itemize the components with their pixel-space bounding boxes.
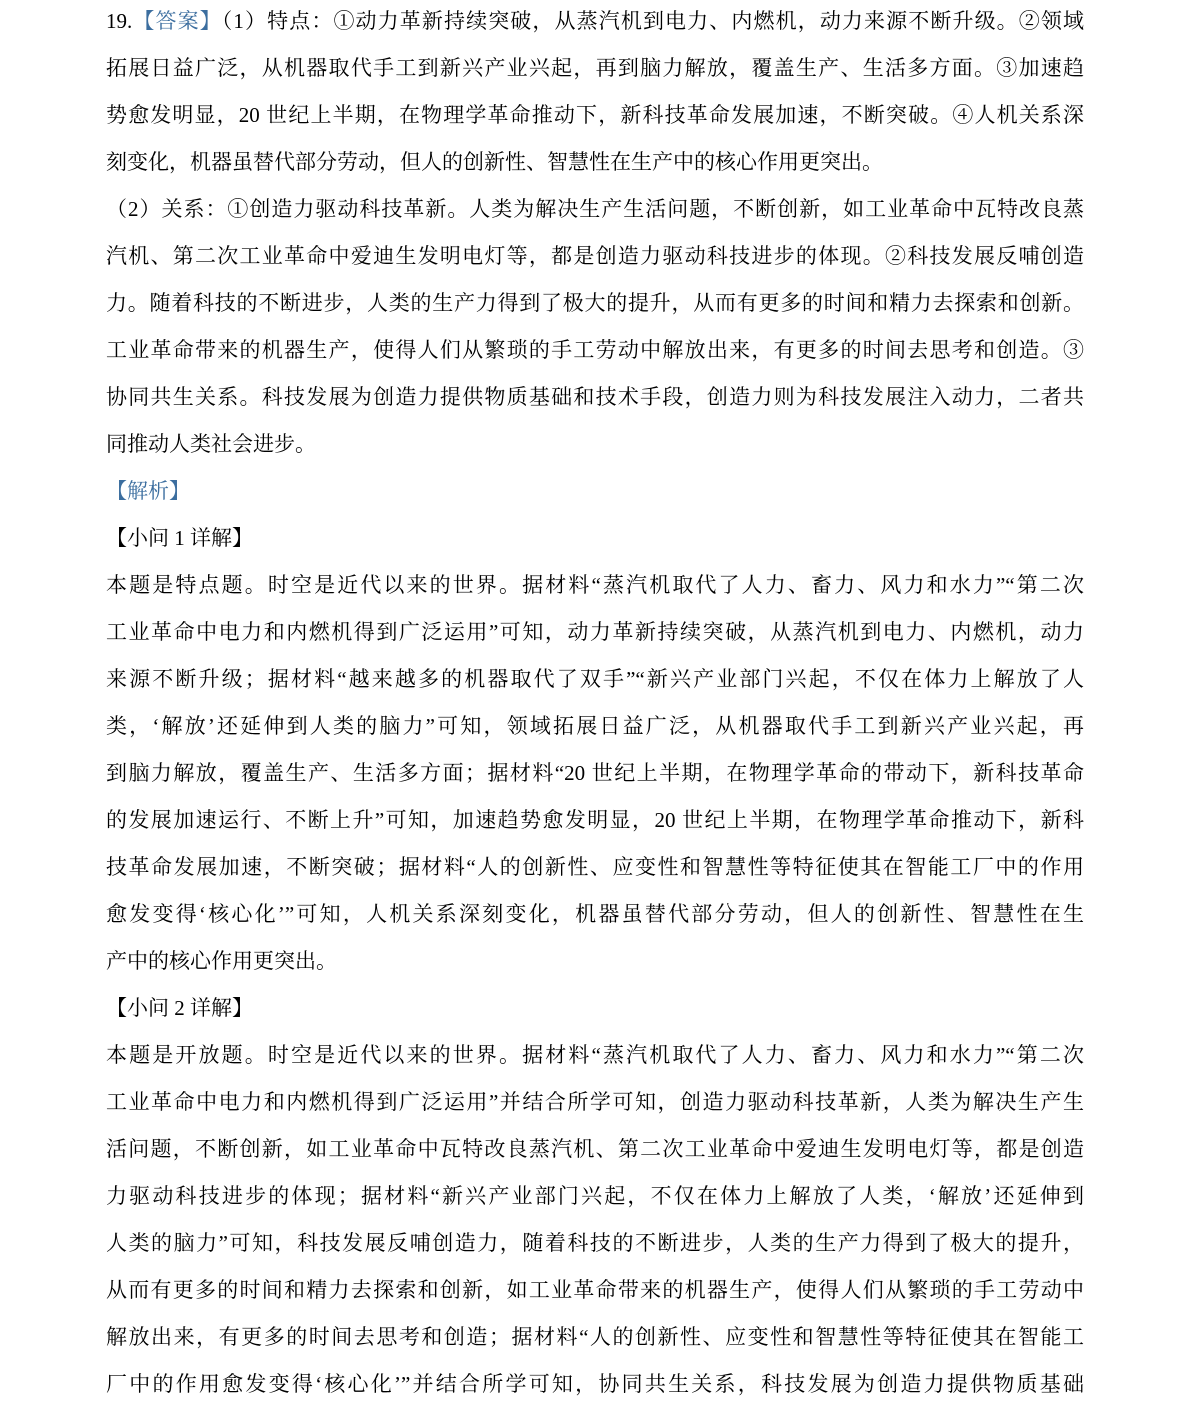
text-line <box>106 327 1084 374</box>
sub-question-1-label: 【小问 1 详解】 <box>106 526 253 550</box>
text-segment: 产中的核心作用更突出。 <box>106 949 337 973</box>
text-line <box>106 1126 1084 1173</box>
text-line <box>106 797 1084 844</box>
text-line <box>106 1032 1084 1079</box>
text-line <box>106 280 1084 327</box>
answer-label: 【答案】 <box>132 9 222 33</box>
text-line <box>106 985 1084 1032</box>
text-segment: 本题是特点题。时空是近代以来的世界。据材料“蒸汽机取代了人力、畜力、风力和水力”“第二次 <box>106 573 1084 597</box>
text-line <box>106 1173 1084 1220</box>
text-line <box>106 0 1084 45</box>
text-segment: 拓展日益广泛，从机器取代手工到新兴产业兴起，再到脑力解放，覆盖生产、生活多方面。③加速趋 <box>106 56 1084 80</box>
text-segment: 本题是开放题。时空是近代以来的世界。据材料“蒸汽机取代了人力、畜力、风力和水力”“第二次 <box>106 1043 1084 1067</box>
sub-question-2-label: 【小问 2 详解】 <box>106 996 253 1020</box>
text-line <box>106 92 1084 139</box>
text-segment: 工业革命中电力和内燃机得到广泛运用”并结合所学可知，创造力驱动科技革新，人类为解决生产生 <box>106 1090 1084 1114</box>
text-segment: 刻变化，机器虽替代部分劳动，但人的创新性、智慧性在生产中的核心作用更突出。 <box>106 150 883 174</box>
text-line <box>106 186 1084 233</box>
text-segment: 势愈发明显，20 世纪上半期，在物理学革命推动下，新科技革命发展加速，不断突破。④人机关系深 <box>106 103 1084 127</box>
text-line <box>106 844 1084 891</box>
text-segment: 活问题，不断创新，如工业革命中瓦特改良蒸汽机、第二次工业革命中爱迪生发明电灯等，都是创造 <box>106 1137 1084 1161</box>
text-line <box>106 374 1084 421</box>
question-number: 19. <box>106 9 133 33</box>
text-line <box>106 1079 1084 1126</box>
document-body <box>106 0 1084 1408</box>
text-segment: （2）关系：①创造力驱动科技革新。人类为解决生产生活问题，不断创新，如工业革命中瓦特改良蒸 <box>106 197 1084 221</box>
text-line <box>106 703 1084 750</box>
text-line <box>106 233 1084 280</box>
text-line <box>106 421 1084 468</box>
text-segment: 技革命发展加速，不断突破；据材料“人的创新性、应变性和智慧性等特征使其在智能工厂中的作用 <box>106 855 1084 879</box>
text-line <box>106 609 1084 656</box>
text-segment: 到脑力解放，覆盖生产、生活多方面；据材料“20 世纪上半期，在物理学革命的带动下，新科技革命 <box>106 761 1084 785</box>
text-line <box>106 468 1084 515</box>
text-line <box>106 656 1084 703</box>
text-segment: 力驱动科技进步的体现；据材料“新兴产业部门兴起，不仅在体力上解放了人类，‘解放’还延伸到 <box>106 1184 1084 1208</box>
text-line <box>106 750 1084 797</box>
text-segment: 从而有更多的时间和精力去探索和创新，如工业革命带来的机器生产，使得人们从繁琐的手工劳动中 <box>106 1278 1084 1302</box>
text-segment: 解放出来，有更多的时间去思考和创造；据材料“人的创新性、应变性和智慧性等特征使其在智能工 <box>106 1325 1084 1349</box>
text-line <box>106 45 1084 92</box>
text-segment: 工业革命中电力和内燃机得到广泛运用”可知，动力革新持续突破，从蒸汽机到电力、内燃机，动力 <box>106 620 1084 644</box>
text-line <box>106 139 1084 186</box>
text-line <box>106 1267 1084 1314</box>
analysis-label: 【解析】 <box>106 479 190 503</box>
text-line <box>106 1314 1084 1361</box>
text-line <box>106 1220 1084 1267</box>
text-segment: 汽机、第二次工业革命中爱迪生发明电灯等，都是创造力驱动科技进步的体现。②科技发展反哺创造 <box>106 244 1084 268</box>
text-segment: 力。随着科技的不断进步，人类的生产力得到了极大的提升，从而有更多的时间和精力去探索和创新。 <box>106 291 1084 315</box>
text-segment: 愈发变得‘核心化’”可知，人机关系深刻变化，机器虽替代部分劳动，但人的创新性、智慧性在生 <box>106 902 1084 926</box>
text-segment: 人类的脑力”可知，科技发展反哺创造力，随着科技的不断进步，人类的生产力得到了极大的提升， <box>106 1231 1084 1255</box>
text-line <box>106 515 1084 562</box>
text-segment: 同推动人类社会进步。 <box>106 432 316 456</box>
text-segment: 类，‘解放’还延伸到人类的脑力”可知，领域拓展日益广泛，从机器取代手工到新兴产业兴起，再 <box>106 714 1084 738</box>
text-line <box>106 938 1084 985</box>
text-segment: 的发展加速运行、不断上升”可知，加速趋势愈发明显，20 世纪上半期，在物理学革命推动下，新科 <box>106 808 1084 832</box>
text-line <box>106 891 1084 938</box>
text-segment: 协同共生关系。科技发展为创造力提供物质基础和技术手段，创造力则为科技发展注入动力，二者共 <box>106 385 1084 409</box>
text-segment: 来源不断升级；据材料“越来越多的机器取代了双手”“新兴产业部门兴起，不仅在体力上解放了人 <box>106 667 1084 691</box>
text-line <box>106 562 1084 609</box>
text-segment: （1）特点：①动力革新持续突破，从蒸汽机到电力、内燃机，动力来源不断升级。②领域 <box>221 9 1084 33</box>
text-segment: 厂中的作用愈发变得‘核心化’”并结合所学可知，协同共生关系，科技发展为创造力提供物质基础 <box>106 1372 1084 1396</box>
text-segment: 工业革命带来的机器生产，使得人们从繁琐的手工劳动中解放出来，有更多的时间去思考和创造。③ <box>106 338 1084 362</box>
